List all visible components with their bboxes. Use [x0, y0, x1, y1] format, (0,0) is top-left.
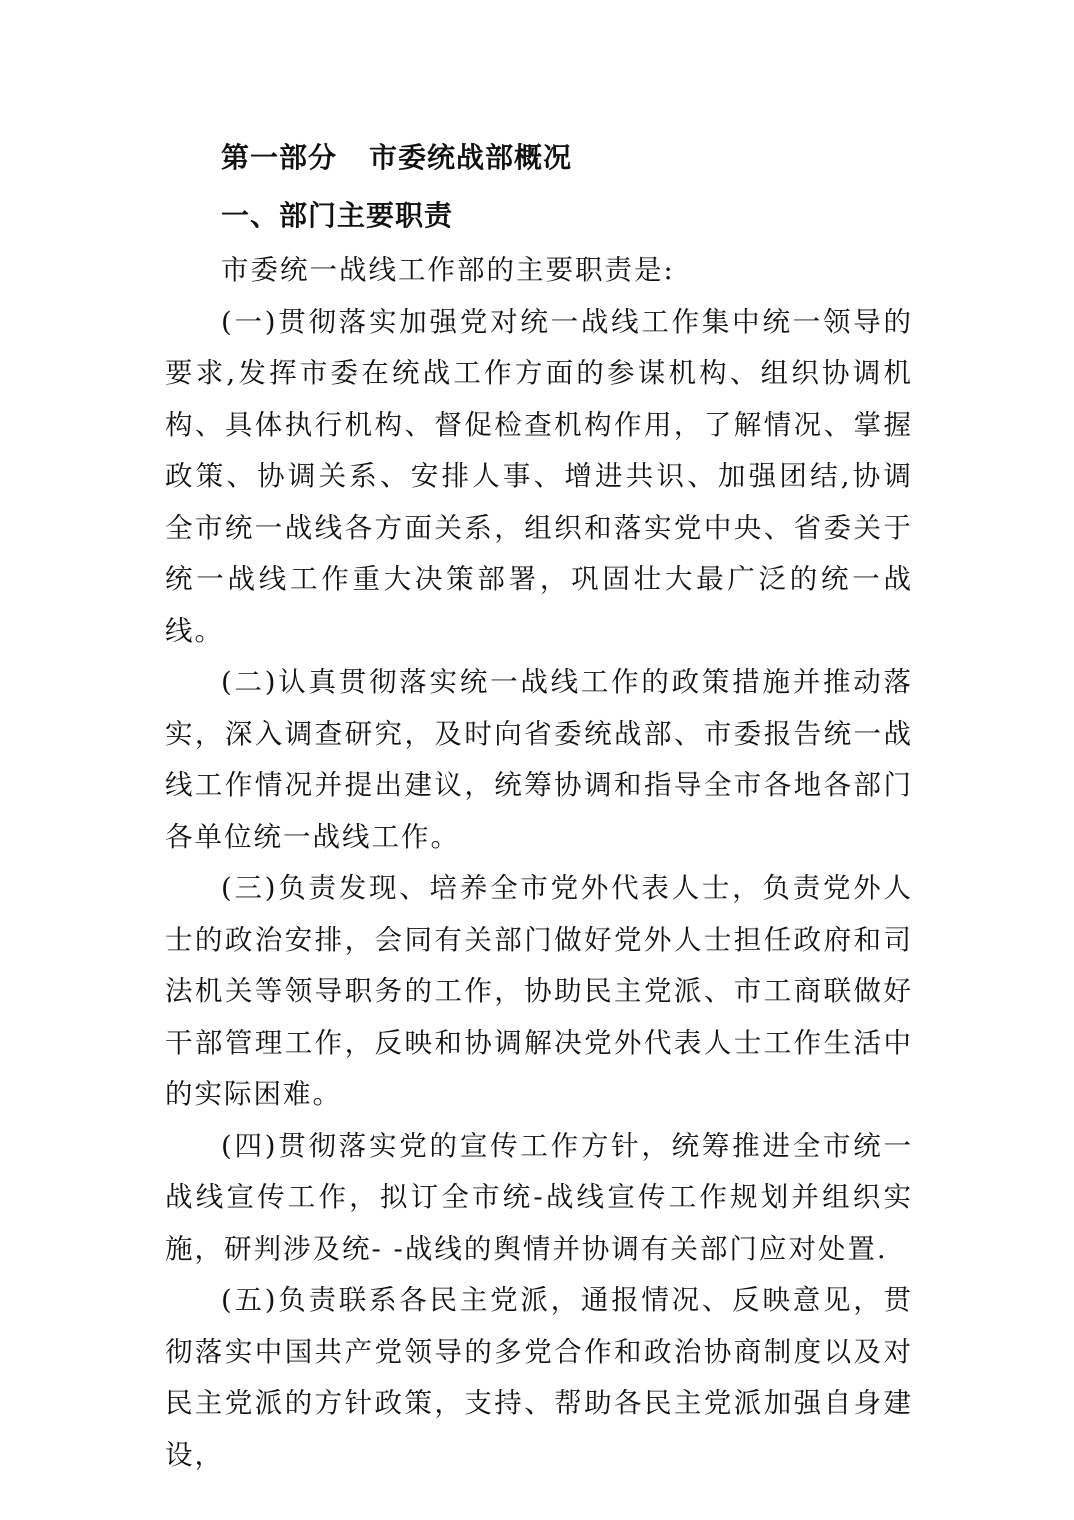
duty-paragraph-4: (四)贯彻落实党的宣传工作方针，统筹推进全市统一战线宣传工作，拟订全市统-战线宣传工作规划并组织实施，研判涉及统- -战线的舆情并协调有关部门应对处置.: [165, 1129, 913, 1265]
part-title-text: 市委统战部概况: [369, 141, 573, 174]
document-body: [165, 135, 913, 1481]
duty-paragraph-3: (三)负责发现、培养全市党外代表人士，负责党外人士的政治安排，会同有关部门做好党外人士担任政府和司法机关等领导职务的工作，协助民主党派、市工商联做好干部管理工作，反映和协调解决党外代表人士工作生活中的实际困难。: [165, 872, 913, 1110]
duty-paragraph-5: (五)负责联系各民主党派，通报情况、反映意见，贯彻落实中国共产党领导的多党合作和政治协商制度以及对民主党派的方针政策，支持、帮助各民主党派加强自身建设，: [165, 1284, 913, 1471]
part-title-prefix: 第一部分: [221, 141, 338, 174]
intro-paragraph: 市委统一战线工作部的主要职责是:: [221, 254, 675, 286]
duty-paragraph-2: (二)认真贯彻落实统一战线工作的政策措施并推动落实，深入调查研究，及时向省委统战部、市委报告统一战线工作情况并提出建议，统筹协调和指导全市各地各部门各单位统一战线工作。: [165, 666, 913, 853]
section-title: 一、部门主要职责: [221, 199, 454, 232]
part-title: [165, 135, 913, 181]
duty-paragraph-1: (一)贯彻落实加强党对统一战线工作集中统一领导的要求,发挥市委在统战工作方面的参谋机构、组织协调机构、具体执行机构、督促检查机构作用，了解情况、掌握政策、协调关系、安排人事、增进共识、加强团结,协调全市统一战线各方面关系，组织和落实党中央、省委关于统一战线工作重大决策部署，巩固壮大最广泛的统一战线。: [165, 305, 913, 647]
